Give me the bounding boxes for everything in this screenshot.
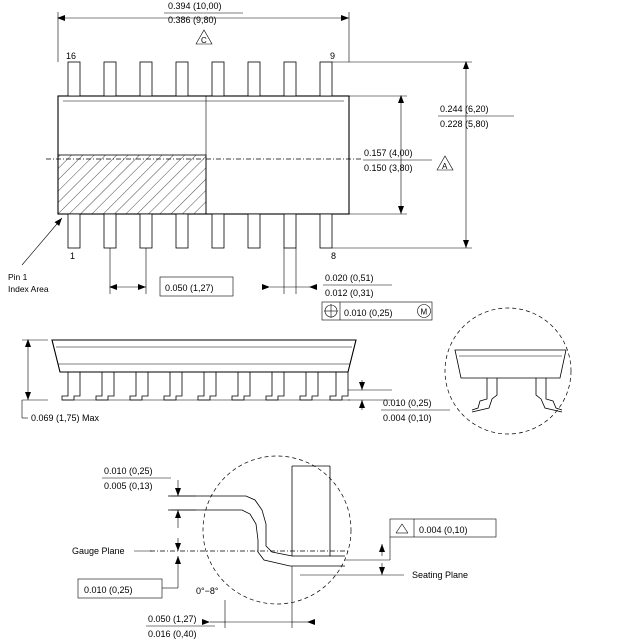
lead-detail-circle [445,308,571,434]
top-width-dimension [58,1,349,62]
standoff-lower: 0.004 (0,10) [383,413,432,423]
lead-thickness-dimension [102,466,196,528]
pin1-index-callout [8,218,62,294]
foot-length-upper: 0.050 (1,27) [148,614,197,624]
pin1-index-label-line2: Index Area [8,284,49,294]
standoff-dimension [348,380,450,423]
top-width-upper: 0.394 (10,00) [168,1,222,11]
foot-length-lower: 0.016 (0,40) [148,629,197,639]
body-height-upper: 0.157 (4,00) [364,148,413,158]
pin-number-16: 16 [66,51,77,61]
position-tolerance-value: 0.010 (0,25) [344,308,393,318]
coplanarity-frame [345,519,496,560]
position-tolerance-modifier: M [420,307,428,317]
top-view [8,1,514,320]
lead-thickness-upper: 0.010 (0,25) [104,466,153,476]
angle-dimension-label: 0°−8° [196,586,219,596]
position-tolerance-frame [322,302,432,320]
note-symbol-c-label: C [201,36,207,45]
standoff-upper: 0.010 (0,25) [383,398,432,408]
max-height-label: 0.069 (1,75) Max [31,413,100,423]
pitch-dimension [110,248,233,296]
gauge-plane-label: Gauge Plane [72,546,125,556]
side-view-leads [62,372,350,400]
note-symbol-a [437,156,453,171]
lead-width-upper: 0.020 (0,51) [325,273,374,283]
pitch-dimension-label: 0.050 (1,27) [165,283,214,293]
side-view [22,308,571,434]
foot-length-dimension [146,566,308,639]
seating-plane-label: Seating Plane [412,570,469,580]
coplanarity-value: 0.004 (0,10) [419,525,468,535]
body-height-dimension [349,96,453,214]
gauge-offset-label: 0.010 (0,25) [84,585,133,595]
note-symbol-c [196,30,212,45]
lead-width-lower: 0.012 (0,31) [325,288,374,298]
top-leads [68,62,332,96]
top-width-lower: 0.386 (9,80) [168,15,217,25]
note-symbol-a-label: A [442,162,448,171]
pin1-index-label-line1: Pin 1 [8,272,28,282]
bottom-leads [68,214,332,248]
body-height-lower: 0.150 (3,80) [364,163,413,173]
pin-number-9: 9 [330,51,336,61]
overall-height-lower: 0.228 (5,80) [440,119,489,129]
overall-height-upper: 0.244 (6,20) [440,104,489,114]
pin-number-8: 8 [331,251,337,261]
overall-height-dimension [332,62,514,248]
pin-number-1: 1 [70,251,76,261]
lead-detail-view [72,456,496,639]
lead-thickness-lower: 0.005 (0,13) [104,481,153,491]
